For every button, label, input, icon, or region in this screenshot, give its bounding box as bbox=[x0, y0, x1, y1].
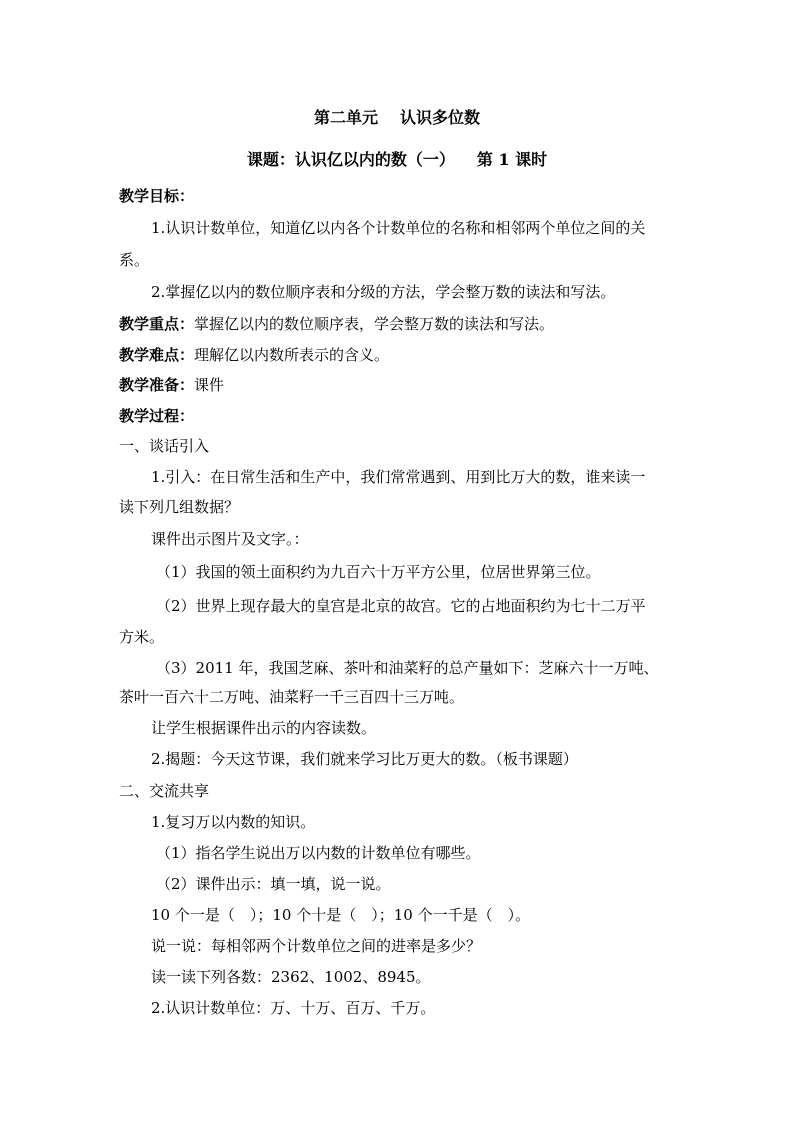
sub-item-1: （1）指名学生说出万以内数的计数单位有哪些。 bbox=[156, 844, 481, 862]
preparation-label: 教学准备： bbox=[119, 376, 195, 394]
counting-units: 2.认识计数单位：万、十万、百万、千万。 bbox=[151, 999, 436, 1017]
data-item-2-line1: （2）世界上现存最大的皇宫是北京的故宫。它的占地面积约为七十二万平 bbox=[156, 597, 646, 615]
say-question: 说一说：每相邻两个计数单位之间的进率是多少？ bbox=[151, 937, 482, 955]
sub-item-2: （2）课件出示：填一填，说一说。 bbox=[156, 875, 391, 893]
unit-title bbox=[0, 107, 794, 129]
intro-line1: 1.引入：在日常生活和生产中，我们常常遇到、用到比万大的数，谁来读一 bbox=[151, 468, 646, 486]
courseware-note: 课件出示图片及文字。： bbox=[151, 530, 309, 548]
unit-number: 第二单元 bbox=[313, 108, 378, 127]
lesson-topic: 课题：认识亿以内的数（一） bbox=[246, 150, 455, 169]
objective-2: 2.掌握亿以内的数位顺序表和分级的方法，学会整万数的读法和写法。 bbox=[151, 283, 616, 301]
unit-name: 认识多位数 bbox=[400, 108, 481, 127]
process-label: 教学过程： bbox=[119, 407, 195, 425]
preparation bbox=[119, 374, 224, 396]
difficult-points-label: 教学难点： bbox=[119, 346, 195, 364]
read-task: 让学生根据课件出示的内容读数。 bbox=[151, 719, 377, 737]
lesson-period: 第 1 课时 bbox=[476, 150, 548, 169]
key-points-label: 教学重点： bbox=[119, 315, 195, 333]
reveal-topic: 2.揭题：今天这节课，我们就来学习比万更大的数。（板书课题） bbox=[151, 750, 578, 768]
data-item-1: （1）我国的领土面积约为九百六十万平方公里，位居世界第三位。 bbox=[156, 563, 601, 581]
section-2-heading: 二、交流共享 bbox=[119, 782, 210, 800]
section-1-heading: 一、谈话引入 bbox=[119, 437, 210, 455]
difficult-points bbox=[119, 344, 389, 366]
data-item-2-line2: 方米。 bbox=[119, 628, 165, 646]
difficult-points-text: 理解亿以内数所表示的含义。 bbox=[194, 346, 390, 364]
lesson-title bbox=[0, 149, 794, 171]
preparation-text: 课件 bbox=[194, 376, 225, 394]
data-item-3-line2: 茶叶一百六十二万吨、油菜籽一千三百四十三万吨。 bbox=[119, 688, 465, 706]
data-item-3-line1: （3）2011 年，我国芝麻、茶叶和油菜籽的总产量如下：芝麻六十一万吨、 bbox=[156, 659, 659, 677]
objective-1-line1: 1.认识计数单位，知道亿以内各个计数单位的名称和相邻两个单位之间的关 bbox=[151, 219, 646, 237]
intro-line2: 读下列几组数据？ bbox=[119, 498, 240, 516]
key-points-text: 掌握亿以内的数位顺序表，学会整万数的读法和写法。 bbox=[194, 315, 555, 333]
read-numbers: 读一读下列各数：2362、1002、8945。 bbox=[151, 968, 431, 986]
objective-1-line2: 系。 bbox=[119, 251, 150, 269]
objectives-label: 教学目标： bbox=[119, 187, 195, 205]
fill-in-blanks: 10 个一是（ ）；10 个十是（ ）；10 个一千是（ ）。 bbox=[151, 906, 531, 924]
key-points bbox=[119, 313, 554, 335]
review-item: 1.复习万以内数的知识。 bbox=[151, 813, 316, 831]
